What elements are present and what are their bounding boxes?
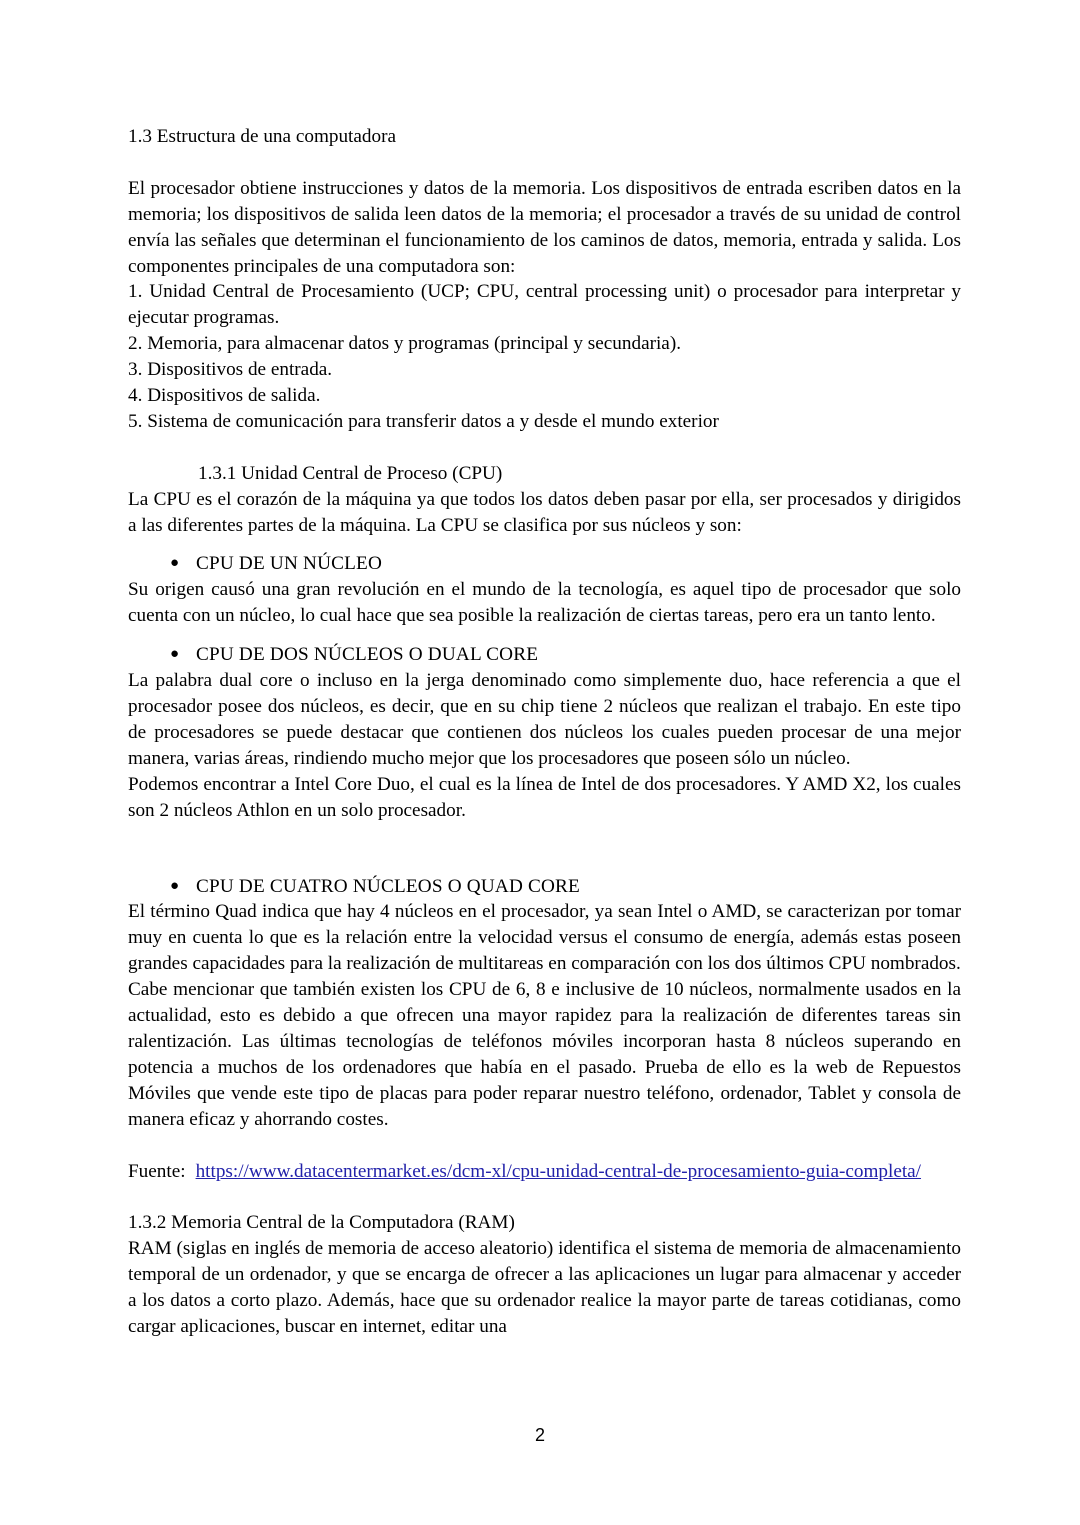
bullet-icon: ● (170, 877, 180, 894)
spacer (128, 1133, 961, 1159)
paragraph-cpu-intro: La CPU es el corazón de la máquina ya que todos los datos deben pasar por ella, ser procesados y dirigidos a las diferentes partes de la máquina. La CPU se clasifica por sus núcleos y son: (128, 488, 961, 536)
bullet-icon: ● (170, 646, 180, 663)
source-label: Fuente: (128, 1160, 186, 1182)
spacer (128, 538, 961, 551)
spacer (128, 150, 961, 176)
section-heading-1-3-2: 1.3.2 Memoria Central de la Computadora (RAM) (128, 1212, 515, 1234)
paragraph-dual-core: La palabra dual core o incluso en la jerga denominado como simplemente duo, hace referencia a que el procesador posee dos núcleos, es decir, que en su chip tiene 2 núcleos que realizan el trabajo. En este tipo de procesadores se puede destacar que contienen dos núcleos los cuales pueden procesar de una mejor manera, varias áreas, rindiendo mucho mejor que los procesadores que poseen sólo un núcleo. (128, 670, 961, 769)
bullet-label-quad-core: CPU DE CUATRO NÚCLEOS O QUAD CORE (196, 875, 580, 897)
document-body (128, 124, 961, 1340)
bullet-label-dual-core: CPU DE DOS NÚCLEOS O DUAL CORE (196, 644, 539, 666)
list-item-1: 1. Unidad Central de Procesamiento (UCP; CPU, central processing unit) o procesador para interpretar y ejecutar programas. (128, 281, 961, 329)
list-item-4: 4. Dispositivos de salida. (128, 385, 321, 407)
paragraph-multi-core: Cabe mencionar que también existen los CPU de 6, 8 e inclusive de 10 núcleos, normalmente usados en la actualidad, esto es debido a que ofrecen una mayor rapidez para la realización de diferentes tareas sin ralentización. Las últimas tecnologías de teléfonos móviles incorporan hasta 8 núcleos superando en potencia a muchos de los ordenadores que había en el pasado. Prueba de ello es la web de Repuestos Móviles que vende este tipo de placas para poder reparar nuestro teléfono, ordenador, Tablet y consola de manera eficaz y ahorrando costes. (128, 979, 961, 1130)
bullet-item-dual-core (128, 642, 961, 668)
bullet-item-single-core (128, 551, 961, 577)
paragraph-dual-core-brands: Podemos encontrar a Intel Core Duo, el cual es la línea de Intel de dos procesadores. Y AMD X2, los cuales son 2 núcleos Athlon en un solo procesador. (128, 773, 961, 821)
paragraph-ram: RAM (siglas en inglés de memoria de acceso aleatorio) identifica el sistema de memoria de almacenamiento temporal de un ordenador, y que se encarga de ofrecer a las aplicaciones un lugar para almacenar y acceder a los datos a corto plazo. Además, hace que su ordenador realice la mayor parte de tareas cotidianas, como cargar aplicaciones, buscar en internet, editar una (128, 1238, 961, 1338)
spacer (128, 1185, 961, 1211)
page-number-footer: 2 (534, 1425, 545, 1445)
paragraph-single-core: Su origen causó una gran revolución en el mundo de la tecnología, es aquel tipo de procesador que solo cuenta con un núcleo, lo cual hace que sea posible la realización de ciertas tareas, pero era un tanto lento. (128, 579, 961, 627)
bullet-label-single-core: CPU DE UN NÚCLEO (196, 553, 383, 575)
bullet-item-quad-core (128, 874, 961, 900)
section-heading-1-3: 1.3 Estructura de una computadora (128, 126, 396, 147)
bullet-icon: ● (170, 555, 180, 572)
paragraph-quad-core: El término Quad indica que hay 4 núcleos en el procesador, ya sean Intel o AMD, se caracterizan por tomar muy en cuenta lo que es la relación entre la velocidad versus el consumo de energía, además estas poseen grandes capacidades para la realización de multitareas en comparación con los dos últimos CPU nombrados. (128, 901, 961, 975)
spacer (128, 435, 961, 461)
paragraph-intro: El procesador obtiene instrucciones y datos de la memoria. Los dispositivos de entrada escriben datos en la memoria; los dispositivos de salida leen datos de la memoria; el procesador a través de su unidad de control envía las señales que determinan el funcionamiento de los caminos de datos, memoria, entrada y salida. Los componentes principales de una computadora son: (128, 177, 961, 277)
source-line (128, 1159, 961, 1185)
list-item-5: 5. Sistema de comunicación para transferir datos a y desde el mundo exterior (128, 410, 719, 432)
spacer (128, 629, 961, 642)
section-heading-1-3-1: 1.3.1 Unidad Central de Proceso (CPU) (198, 462, 503, 484)
list-item-3: 3. Dispositivos de entrada. (128, 359, 333, 381)
source-url-link[interactable]: https://www.datacentermarket.es/dcm-xl/cpu-unidad-central-de-procesamiento-guia-completa/ (195, 1160, 922, 1182)
list-item-2: 2. Memoria, para almacenar datos y programas (principal y secundaria). (128, 333, 682, 355)
spacer (128, 824, 961, 874)
